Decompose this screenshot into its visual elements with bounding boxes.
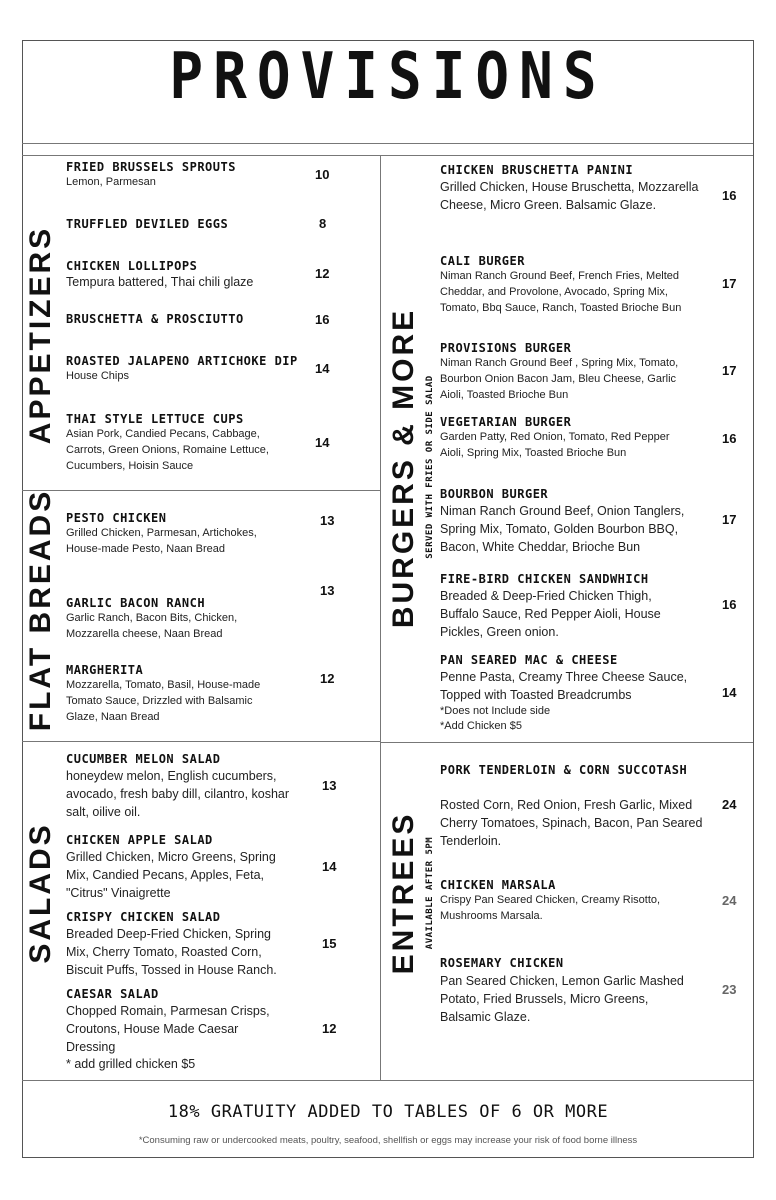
menu-item-price: 14: [315, 435, 330, 450]
menu-item-name: FIRE-BIRD CHICKEN SANDWHICH: [440, 572, 649, 586]
menu-item-price: 16: [722, 188, 737, 203]
menu-item-desc: Rosted Corn, Red Onion, Fresh Garlic, Mixed Cherry Tomatoes, Spinach, Bacon, Pan Seared Tenderloin.: [440, 798, 703, 849]
menu-item-name: CHICKEN LOLLIPOPS: [66, 259, 198, 273]
menu-item-name: CAESAR SALAD: [66, 987, 159, 1001]
divider: [22, 1080, 753, 1081]
menu-item-name: CUCUMBER MELON SALAD: [66, 752, 221, 766]
menu-item-name: PORK TENDERLOIN & CORN SUCCOTASH: [440, 763, 688, 777]
menu-item-desc: Grilled Chicken, Parmesan, Artichokes, House-made Pesto, Naan Bread: [66, 527, 257, 555]
page-title: PROVISIONS: [169, 39, 607, 114]
menu-item-price: 13: [322, 778, 337, 793]
menu-item-price: 12: [315, 266, 330, 281]
menu-item-desc: Niman Ranch Ground Beef, Onion Tanglers, Spring Mix, Tomato, Golden Bourbon BBQ, Bacon, White Cheddar, Brioche Bun: [440, 504, 685, 555]
menu-item-desc: Asian Pork, Candied Pecans, Cabbage, Carrots, Green Onions, Romaine Lettuce, Cucumbers, Hoisin Sauce: [66, 428, 269, 472]
divider: [22, 143, 753, 144]
entrees-heading: ENTREES: [387, 811, 420, 975]
menu-item-name: PROVISIONS BURGER: [440, 341, 572, 355]
menu-item-desc: Pan Seared Chicken, Lemon Garlic Mashed Potato, Fried Brussels, Micro Greens, Balsamic Glaze.: [440, 974, 684, 1025]
menu-item-name: FRIED BRUSSELS SPROUTS: [66, 160, 236, 174]
flatbreads-heading: FLAT BREADS: [24, 488, 57, 732]
menu-item-desc: Tempura battered, Thai chili glaze: [66, 275, 254, 289]
menu-item-name: ROSEMARY CHICKEN: [440, 956, 564, 970]
divider: [380, 155, 381, 1080]
burgers-heading: BURGERS & MORE: [387, 307, 420, 629]
divider: [380, 155, 753, 156]
menu-item-price: 16: [315, 312, 330, 327]
menu-item-price: 14: [722, 685, 737, 700]
menu-item-desc: honeydew melon, English cucumbers, avocado, fresh baby dill, cilantro, koshar salt, oilive oil.: [66, 769, 290, 820]
entrees-subheading: AVAILABLE AFTER 5PM: [425, 836, 435, 950]
menu-item-price: 15: [322, 936, 337, 951]
menu-item-name: CALI BURGER: [440, 254, 525, 268]
menu-item-name: PESTO CHICKEN: [66, 511, 167, 525]
divider: [22, 155, 380, 156]
menu-item-price: 14: [315, 361, 330, 376]
menu-item-name: MARGHERITA: [66, 663, 144, 677]
menu-item-desc: Chopped Romain, Parmesan Crisps, Croutons, House Made Caesar Dressing: [66, 1004, 270, 1055]
menu-item-price: 24: [722, 893, 737, 908]
menu-item-name: GARLIC BACON RANCH: [66, 596, 206, 610]
menu-item-price: 17: [722, 512, 737, 527]
menu-item-name: BRUSCHETTA & PROSCIUTTO: [66, 312, 244, 326]
menu-item-price: 23: [722, 982, 737, 997]
menu-item-price: 17: [722, 363, 737, 378]
menu-item-desc: Crispy Pan Seared Chicken, Creamy Risotto, Mushrooms Marsala.: [440, 894, 661, 922]
menu-item-desc: Breaded & Deep-Fried Chicken Thigh, Buffalo Sauce, Red Pepper Aioli, House Pickles, Green onion.: [440, 589, 661, 640]
menu-item-price: 13: [320, 583, 335, 598]
menu-item-name: PAN SEARED MAC & CHEESE: [440, 653, 618, 667]
menu-item-desc: Lemon, Parmesan: [66, 176, 156, 188]
menu-item-name: ROASTED JALAPENO ARTICHOKE DIP: [66, 354, 298, 368]
menu-item-desc: Grilled Chicken, Micro Greens, Spring Mix, Candied Pecans, Apples, Feta, "Citrus" Vinaigrette: [66, 850, 276, 901]
divider: [380, 742, 753, 743]
menu-item-price: 24: [722, 797, 737, 812]
menu-item-name: BOURBON BURGER: [440, 487, 549, 501]
menu-item-price: 10: [315, 167, 330, 182]
menu-item-desc: Garlic Ranch, Bacon Bits, Chicken, Mozzarella cheese, Naan Bread: [66, 612, 238, 640]
menu-item-price: 14: [322, 859, 337, 874]
menu-item-name: CHICKEN BRUSCHETTA PANINI: [440, 163, 634, 177]
menu-item-desc: Grilled Chicken, House Bruschetta, Mozzarella Cheese, Micro Green. Balsamic Glaze.: [440, 180, 699, 213]
menu-item-note: *Add Chicken $5: [440, 720, 522, 732]
divider: [22, 490, 380, 491]
menu-item-name: CHICKEN MARSALA: [440, 878, 556, 892]
menu-item-name: TRUFFLED DEVILED EGGS: [66, 217, 229, 231]
menu-item-desc: Niman Ranch Ground Beef, French Fries, Melted Cheddar, and Provolone, Avocado, Spring Mix, Tomato, Bbq Sauce, Ranch, Toasted Brioche Bun: [440, 270, 682, 314]
appetizers-heading: APPETIZERS: [24, 225, 57, 445]
menu-item-desc: Garden Patty, Red Onion, Tomato, Red Pepper Aioli, Spring Mix, Toasted Brioche Bun: [440, 431, 670, 459]
menu-item-desc: Penne Pasta, Creamy Three Cheese Sauce, Topped with Toasted Breadcrumbs: [440, 670, 688, 703]
menu-item-price: 12: [320, 671, 335, 686]
menu-item-price: 16: [722, 431, 737, 446]
salads-heading: SALADS: [24, 822, 57, 964]
menu-item-desc: Breaded Deep-Fried Chicken, Spring Mix, Cherry Tomato, Roasted Corn, Biscuit Puffs, Tossed in House Ranch.: [66, 927, 277, 978]
menu-item-price: 12: [322, 1021, 337, 1036]
menu-item-note: * add grilled chicken $5: [66, 1057, 196, 1071]
menu-item-price: 17: [722, 276, 737, 291]
menu-item-name: THAI STYLE LETTUCE CUPS: [66, 412, 244, 426]
menu-item-note: *Does not Include side: [440, 705, 551, 717]
menu-item-price: 8: [319, 216, 327, 231]
burgers-subheading: SERVED WITH FRIES OR SIDE SALAD: [425, 375, 435, 559]
menu-item-name: VEGETARIAN BURGER: [440, 415, 572, 429]
menu-item-name: CRISPY CHICKEN SALAD: [66, 910, 221, 924]
menu-item-desc: Mozzarella, Tomato, Basil, House-made Tomato Sauce, Drizzled with Balsamic Glaze, Naan Bread: [66, 679, 261, 723]
menu-item-desc: House Chips: [66, 370, 129, 382]
divider: [22, 741, 380, 742]
menu-item-price: 13: [320, 513, 335, 528]
menu-item-price: 16: [722, 597, 737, 612]
health-disclaimer: *Consuming raw or undercooked meats, poultry, seafood, shellfish or eggs may increase your risk of food borne illness: [138, 1135, 638, 1146]
menu-item-name: CHICKEN APPLE SALAD: [66, 833, 213, 847]
gratuity-notice: 18% GRATUITY ADDED TO TABLES OF 6 OR MORE: [167, 1102, 609, 1122]
menu-item-desc: Niman Ranch Ground Beef , Spring Mix, Tomato, Bourbon Onion Bacon Jam, Bleu Cheese, Garlic Aioli, Toasted Brioche Bun: [440, 357, 679, 401]
